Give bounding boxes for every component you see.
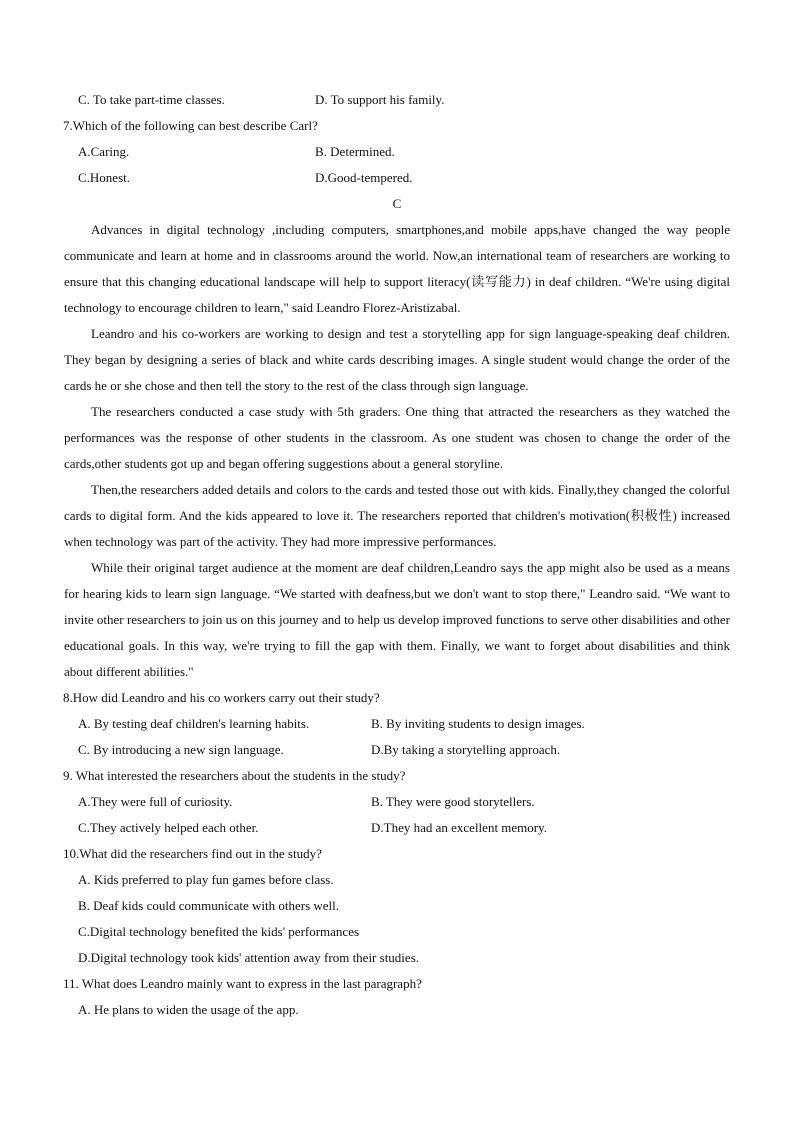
- q10-option-d: D.Digital technology took kids' attention away from their studies.: [78, 950, 420, 965]
- q9-option-b: B. They were good storytellers.: [371, 794, 535, 809]
- q8-option-c: C. By introducing a new sign language.: [78, 742, 284, 757]
- q11-option-a: A. He plans to widen the usage of the app.: [78, 1002, 299, 1017]
- q10-option-b: B. Deaf kids could communicate with others well.: [78, 898, 340, 913]
- q7-option-c: C.Honest.: [78, 170, 130, 185]
- q6-option-d: D. To support his family.: [315, 92, 445, 107]
- q9-option-d: D.They had an excellent memory.: [371, 820, 548, 835]
- q10-option-c: C.Digital technology benefited the kids' performances: [78, 924, 360, 939]
- q6-option-c: C. To take part-time classes.: [78, 92, 225, 107]
- q8-option-b: B. By inviting students to design images.: [371, 716, 585, 731]
- q7-option-a: A.Caring.: [78, 144, 130, 159]
- q8-question: 8.How did Leandro and his co workers carry out their study?: [63, 690, 380, 705]
- q7-option-b: B. Determined.: [315, 144, 395, 159]
- q9-question: 9. What interested the researchers about the students in the study?: [63, 768, 406, 783]
- q9-option-a: A.They were full of curiosity.: [78, 794, 233, 809]
- q10-question: 10.What did the researchers find out in the study?: [63, 846, 322, 861]
- q9-option-c: C.They actively helped each other.: [78, 820, 259, 835]
- passage-paragraph-1: Advances in digital technology ,including computers, smartphones,and mobile apps,have changed the way people communicate and learn at home and in classrooms around the world. Now,an international team of researchers are working to ensure that this changing educational landscape will help to support literacy(读写能力) in deaf children. “We're using digital technology to encourage children to learn," said Leandro Florez-Aristizabal.: [64, 222, 730, 315]
- passage-paragraph-5: While their original target audience at the moment are deaf children,Leandro says the app might also be used as a means for hearing kids to learn sign language. “We started with deafness,but we don't want to stop there," Leandro said. “We want to invite other researchers to join us on this journey and to help us develop improved functions to serve other disabilities and other educational goals. In this way, we're trying to fill the gap with them. Finally, we want to forget about disabilities and think about different abilities.": [64, 560, 730, 679]
- section-heading: C: [392, 196, 402, 211]
- q8-option-d: D.By taking a storytelling approach.: [371, 742, 561, 757]
- q7-question: 7.Which of the following can best describe Carl?: [63, 118, 318, 133]
- passage-paragraph-2: Leandro and his co-workers are working to design and test a storytelling app for sign language-speaking deaf children. They began by designing a series of black and white cards describing images. A single student would change the order of the cards he or she chose and then tell the story to the rest of the class through sign language.: [64, 326, 730, 393]
- passage-paragraph-4: Then,the researchers added details and colors to the cards and tested those out with kids. Finally,they changed the colorful cards to digital form. And the kids appeared to love it. The researchers reported that children's motivation(积极性) increased when technology was part of the activity. They had more impressive performances.: [64, 482, 730, 549]
- q7-option-d: D.Good-tempered.: [315, 170, 413, 185]
- q8-option-a: A. By testing deaf children's learning habits.: [78, 716, 310, 731]
- passage-paragraph-3: The researchers conducted a case study with 5th graders. One thing that attracted the researchers as they watched the performances was the response of other students in the classroom. As one student was chosen to change the order of the cards,other students got up and began offering suggestions about a general storyline.: [64, 404, 730, 471]
- q11-question: 11. What does Leandro mainly want to express in the last paragraph?: [63, 976, 422, 991]
- q10-option-a: A. Kids preferred to play fun games before class.: [78, 872, 334, 887]
